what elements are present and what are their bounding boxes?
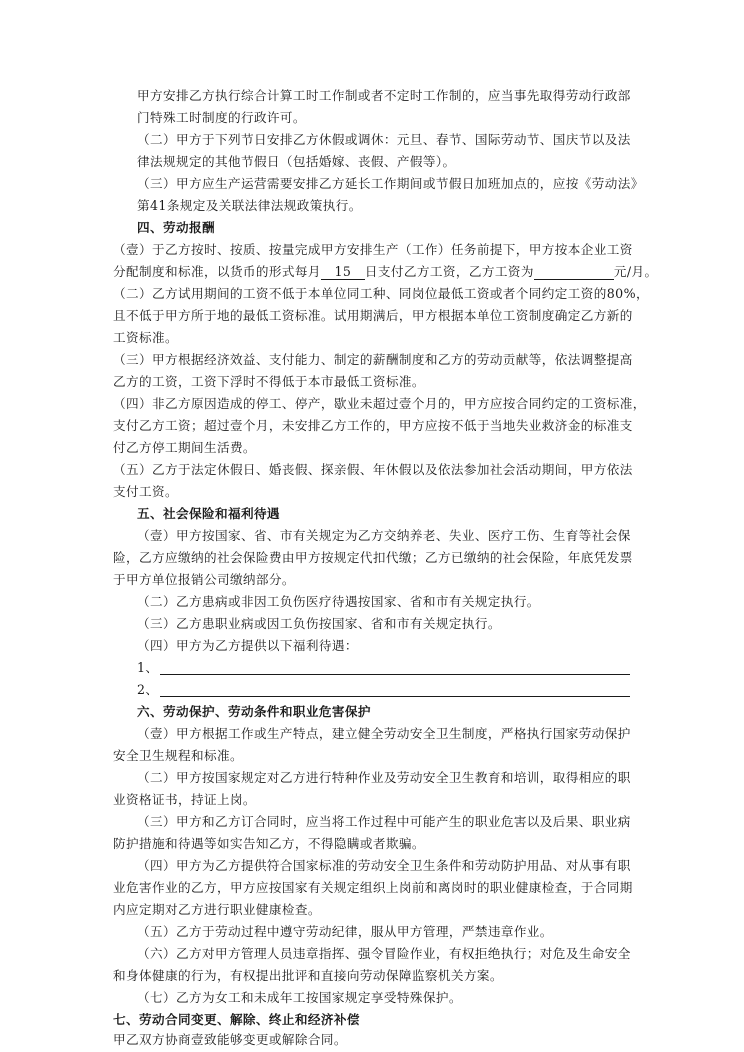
text-line: 甲乙双方协商壹致能够变更或解除合同。 [113,1032,347,1047]
text-line: 付乙方停工期间生活费。 [113,440,256,455]
text-line: 业危害作业的乙方，甲方应按国家有关规定组织上岗前和离岗时的职业健康检查，于合同期 [113,880,633,895]
text-line: 支付工资。 [113,484,178,499]
text-line: （二）乙方试用期间的工资不低于本单位同工种、同岗位最低工资或者个同约定工资的80%， [113,286,649,301]
text-line: 门特殊工时制度的行政许可。 [137,110,306,125]
text-line: 险，乙方应缴纳的社会保险费由甲方按规定代扣代缴；乙方已缴纳的社会保险，年底凭发票 [113,550,633,565]
section-heading: 四、劳动报酬 [137,220,215,235]
text-line: （二）甲方按国家规定对乙方进行特种作业及劳动安全卫生教育和培训，取得相应的职 [137,770,631,785]
text-line: （三）甲方根据经济效益、支付能力、制定的薪酬制度和乙方的劳动贡献等，依法调整提高 [113,352,633,367]
welfare-item-blank [160,674,630,675]
text-segment: 日支付乙方工资，乙方工资为 [364,264,534,279]
text-segment: 分配制度和标准，以货币的形式每月 [113,264,321,279]
text-line: （三）乙方患职业病或因工负伤按国家、省和市有关规定执行。 [137,616,501,631]
section-heading: 六、劳动保护、劳动条件和职业危害保护 [137,704,371,719]
welfare-item-label: 1、 [137,660,159,675]
salary-amount-blank [534,265,614,280]
text-segment: 元/月。 [613,264,658,279]
text-line: 且不低于甲方所于地的最低工资标准。试用期满后，甲方根据本单位工资制度确定乙方新的 [113,308,633,323]
text-line: 支付乙方工资；超过壹个月，未安排乙方工作的，甲方应按不低于当地失业救济金的标准支 [113,418,633,433]
text-line: 工资标准。 [113,330,178,345]
text-line: （七）乙方为女工和未成年工按国家规定享受特殊保护。 [137,990,462,1005]
text-line: 律法规规定的其他节假日（包括婚嫁、丧假、产假等）。 [137,154,456,169]
welfare-item-blank [160,696,630,697]
text-line: （五）乙方于法定休假日、婚丧假、探亲假、年休假以及依法参加社会活动期间，甲方依法 [113,462,633,477]
text-line: 和身体健康的行为，有权提出批评和直接向劳动保障监察机关方案。 [113,968,503,983]
text-line: （三）甲方应生产运营需要安排乙方延长工作期间或节假日加班加点的，应按《劳动法》 [137,176,644,191]
text-line: （壹）甲方按国家、省、市有关规定为乙方交纳养老、失业、医疗工伤、生育等社会保 [137,528,631,543]
text-line: 内应定期对乙方进行职业健康检查。 [113,902,321,917]
text-line: 业资格证书，持证上岗。 [113,792,256,807]
section-heading: 七、劳动合同变更、解除、终止和经济补偿 [113,1012,360,1027]
text-line: （壹）于乙方按时、按质、按量完成甲方安排生产（工作）任务前提下，甲方按本企业工资 [113,242,633,257]
salary-line [113,263,657,281]
welfare-item-label: 2、 [137,682,159,697]
text-line: 于甲方单位报销公司缴纳部分。 [113,572,295,587]
text-line: （二）甲方于下列节日安排乙方休假或调休：元旦、春节、国际劳动节、国庆节以及法 [137,132,631,147]
text-line: （三）甲方和乙方订合同时，应当将工作过程中可能产生的职业危害以及后果、职业病 [137,814,631,829]
text-line: 第41条规定及关联法律法规政策执行。 [137,198,362,213]
text-line: （六）乙方对甲方管理人员违章指挥、强令冒险作业，有权拒绝执行；对危及生命安全 [137,946,631,961]
text-line: （四）非乙方原因造成的停工、停产，歇业未超过壹个月的，甲方应按合同约定的工资标准， [113,396,646,411]
text-line: （五）乙方于劳动过程中遵守劳动纪律，服从甲方管理，严禁违章作业。 [137,924,553,939]
text-line: 防护措施和待遇等如实告知乙方，不得隐瞒或者欺骗。 [113,836,425,851]
text-line: 安全卫生规程和标准。 [113,748,243,763]
pay-day-field: 15 [321,265,365,280]
section-heading: 五、社会保险和福利待遇 [137,506,280,521]
text-line: （四）甲方为乙方提供符合国家标准的劳动安全卫生条件和劳动防护用品、对从事有职 [137,858,631,873]
text-line: 甲方安排乙方执行综合计算工时工作制或者不定时工作制的，应当事先取得劳动行政部 [137,88,631,103]
text-line: 乙方的工资，工资下浮时不得低于本市最低工资标准。 [113,374,425,389]
text-line: （壹）甲方根据工作或生产特点，建立健全劳动安全卫生制度，严格执行国家劳动保护 [137,726,631,741]
text-line: （二）乙方患病或非因工负伤医疗待遇按国家、省和市有关规定执行。 [137,594,540,609]
text-line: （四）甲方为乙方提供以下福利待遇： [137,638,358,653]
